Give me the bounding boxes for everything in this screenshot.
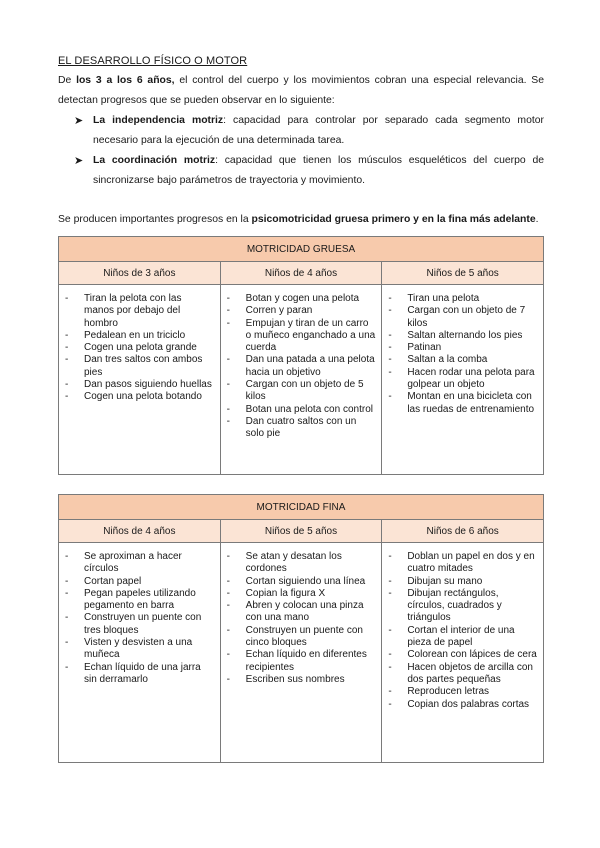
list-item (227, 625, 376, 650)
list-item (227, 404, 376, 416)
dash-marker: - (388, 575, 392, 587)
spacer (58, 191, 544, 210)
intro-prefix: De (58, 75, 77, 86)
dash-marker: - (65, 354, 69, 366)
list-item-text: Dibujan rectángulos, círculos, cuadrados y triángulos (407, 587, 502, 624)
dash-marker: - (226, 317, 230, 329)
list-item-text: Colorean con lápices de cera (407, 649, 537, 661)
fina-cell (382, 543, 544, 763)
list-item-text: Tiran la pelota con las manos por debajo del hombro (84, 293, 182, 329)
list-item-text: Dibujan su mano (407, 575, 483, 587)
gruesa-list (65, 293, 214, 404)
list-item (388, 367, 537, 392)
list-item (65, 354, 214, 379)
dash-marker: - (65, 379, 69, 391)
list-item-text: Dan pasos siguiendo huellas (84, 379, 212, 391)
list-item (227, 305, 376, 317)
fina-list (227, 551, 376, 686)
list-item (388, 662, 537, 687)
list-item (227, 649, 376, 674)
dash-marker: - (226, 575, 230, 587)
list-item-text: Doblan un papel en dos y en cuatro mitades (407, 551, 535, 575)
dash-marker: - (65, 587, 69, 599)
list-item (65, 551, 214, 576)
list-item (65, 662, 214, 687)
dash-marker: - (65, 637, 69, 649)
list-item (388, 391, 537, 416)
gruesa-col-header: Niños de 4 años (220, 262, 382, 285)
list-item (227, 551, 376, 576)
dash-marker: - (65, 342, 69, 354)
dash-marker: - (388, 293, 392, 304)
dash-marker: - (65, 293, 69, 304)
list-item (388, 649, 537, 661)
list-item (388, 342, 537, 354)
bullet-text: : capacidad para controlar por separado cada segmento motor necesario para la ejecución de una determinada tarea. (93, 115, 544, 146)
list-item-text: Montan en una bicicleta con las ruedas de entrenamiento (407, 391, 535, 415)
fina-col-header: Niños de 4 años (59, 520, 221, 543)
list-item (227, 318, 376, 355)
list-item-text: Corren y paran (245, 305, 313, 317)
list-item (388, 293, 537, 305)
list-item-text: Echan líquido de una jarra sin derramarlo (84, 661, 201, 685)
list-item-text: Cogen una pelota grande (84, 342, 197, 354)
list-item (65, 379, 214, 391)
list-item-text: Botan y cogen una pelota (245, 293, 360, 304)
list-item (227, 416, 376, 441)
bullet-term: La coordinación motriz (93, 155, 216, 166)
dash-marker: - (388, 551, 392, 562)
dash-marker: - (65, 612, 69, 624)
gruesa-col-header: Niños de 5 años (382, 262, 544, 285)
dash-marker: - (388, 329, 392, 341)
list-item-text: Copian dos palabras cortas (407, 698, 530, 710)
dash-marker: - (388, 342, 392, 354)
fina-col-header: Niños de 6 años (382, 520, 544, 543)
list-item (227, 674, 376, 686)
list-item-text: Visten y desvisten a una muñeca (84, 637, 193, 661)
gruesa-cell (59, 285, 221, 475)
fina-table (58, 494, 544, 763)
list-item-text: Hacen rodar una pelota para golpear un objeto (407, 366, 535, 391)
dash-marker: - (226, 354, 230, 366)
list-item-text: Escriben sus nombres (245, 673, 345, 685)
dash-marker: - (65, 329, 69, 341)
intro-paragraph (58, 71, 544, 111)
gruesa-table (58, 236, 544, 475)
arrow-icon: ➤ (74, 155, 84, 167)
dash-marker: - (226, 403, 230, 415)
section-heading: EL DESARROLLO FÍSICO O MOTOR (58, 55, 248, 67)
dash-marker: - (388, 354, 392, 366)
list-item-text: Empujan y tiran de un carro o muñeco enganchado a una cuerda (245, 317, 376, 354)
gruesa-list (227, 293, 376, 441)
list-item-text: Se atan y desatan los cordones (245, 551, 342, 575)
dash-marker: - (226, 379, 230, 391)
document-page (58, 55, 544, 763)
bullet-item (74, 151, 544, 191)
list-item (227, 576, 376, 588)
dash-marker: - (388, 624, 392, 636)
list-item-text: Dan cuatro saltos con un solo pie (245, 415, 357, 440)
list-item (388, 588, 537, 625)
list-item-text: Pegan papeles utilizando pegamento en barra (84, 587, 196, 612)
list-item (227, 600, 376, 625)
dash-marker: - (388, 305, 392, 317)
progress-bold: psicomotricidad gruesa primero y en la fina más adelante (251, 214, 536, 225)
dash-marker: - (65, 391, 69, 403)
list-item (65, 330, 214, 342)
progress-paragraph (58, 210, 544, 230)
dash-marker: - (226, 587, 230, 599)
progress-prefix: Se producen importantes progresos en la (58, 214, 252, 225)
dash-marker: - (65, 661, 69, 673)
list-item (65, 293, 214, 330)
gruesa-cell (382, 285, 544, 475)
dash-marker: - (388, 698, 392, 710)
dash-marker: - (226, 305, 230, 317)
dash-marker: - (226, 415, 230, 427)
fina-list (65, 551, 214, 686)
gruesa-cell (220, 285, 382, 475)
list-item (388, 699, 537, 711)
intro-rest: el control del cuerpo y los movimientos cobran una especial relevancia. Se detectan progresos que se pueden observar en lo siguiente: (58, 75, 544, 106)
list-item-text: Cortan papel (84, 575, 142, 587)
fina-cell (220, 543, 382, 763)
list-item (65, 588, 214, 613)
list-item (388, 305, 537, 330)
list-item (388, 354, 537, 366)
list-item-text: Cargan con un objeto de 7 kilos (407, 305, 526, 329)
list-item (227, 379, 376, 404)
list-item (65, 576, 214, 588)
fina-col-header: Niños de 5 años (220, 520, 382, 543)
dash-marker: - (388, 366, 392, 378)
dash-marker: - (226, 624, 230, 636)
bullet-list (58, 111, 544, 191)
list-item (388, 330, 537, 342)
list-item-text: Cargan con un objeto de 5 kilos (245, 379, 364, 403)
list-item-text: Dan una patada a una pelota hacia un objetivo (245, 354, 375, 378)
dash-marker: - (388, 391, 392, 403)
list-item-text: Saltan alternando los pies (407, 329, 523, 341)
dash-marker: - (65, 551, 69, 562)
list-item-text: Tiran una pelota (407, 293, 480, 304)
list-item (388, 551, 537, 576)
fina-cell (59, 543, 221, 763)
dash-marker: - (65, 575, 69, 587)
list-item (227, 293, 376, 305)
list-item-text: Reproducen letras (407, 686, 490, 698)
list-item (388, 625, 537, 650)
gruesa-list (388, 293, 537, 416)
list-item (65, 391, 214, 403)
list-item-text: Abren y colocan una pinza con una mano (245, 600, 364, 624)
intro-bold: los 3 a los 6 años, (76, 75, 175, 86)
list-item-text: Patinan (407, 342, 442, 354)
list-item (388, 686, 537, 698)
arrow-icon: ➤ (74, 115, 84, 127)
dash-marker: - (388, 587, 392, 599)
list-item-text: Copian la figura X (245, 587, 326, 599)
dash-marker: - (226, 649, 230, 661)
list-item-text: Construyen un puente con tres bloques (84, 612, 202, 636)
list-item (227, 588, 376, 600)
list-item-text: Se aproximan a hacer círculos (84, 551, 182, 575)
dash-marker: - (388, 686, 392, 698)
dash-marker: - (388, 661, 392, 673)
list-item-text: Dan tres saltos con ambos pies (84, 354, 203, 378)
gruesa-col-header: Niños de 3 años (59, 262, 221, 285)
bullet-term: La independencia motriz (93, 115, 224, 126)
list-item-text: Hacen objetos de arcilla con dos partes pequeñas (407, 661, 533, 685)
list-item-text: Cortan el interior de una pieza de papel (407, 624, 515, 649)
fina-list (388, 551, 537, 711)
bullet-item (74, 111, 544, 151)
fina-table-title: MOTRICIDAD FINA (59, 495, 544, 520)
list-item (65, 342, 214, 354)
dash-marker: - (226, 551, 230, 562)
progress-suffix: . (535, 214, 539, 225)
list-item (227, 354, 376, 379)
list-item-text: Construyen un puente con cinco bloques (245, 624, 363, 649)
list-item-text: Pedalean en un triciclo (84, 329, 186, 341)
list-item (65, 612, 214, 637)
dash-marker: - (388, 649, 392, 661)
list-item-text: Cortan siguiendo una línea (245, 575, 366, 587)
list-item (65, 637, 214, 662)
list-item (388, 576, 537, 588)
dash-marker: - (226, 600, 230, 612)
list-item-text: Cogen una pelota botando (84, 391, 202, 403)
list-item-text: Echan líquido en diferentes recipientes (245, 649, 367, 673)
dash-marker: - (226, 293, 230, 304)
list-item-text: Saltan a la comba (407, 354, 488, 366)
gruesa-table-title: MOTRICIDAD GRUESA (59, 237, 544, 262)
dash-marker: - (226, 673, 230, 685)
list-item-text: Botan una pelota con control (245, 403, 373, 415)
bullet-text: : capacidad que tienen los músculos esqueléticos del cuerpo de sincronizarse bajo parámetros de trayectoria y movimiento. (93, 155, 545, 186)
